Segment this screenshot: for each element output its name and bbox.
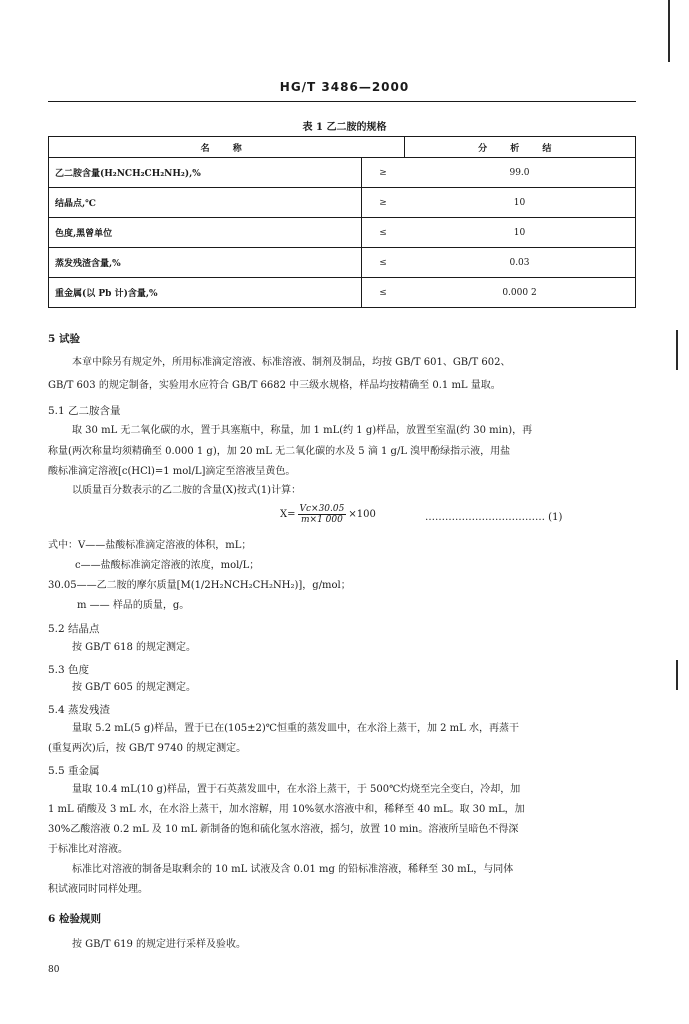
paragraph-line: GB/T 603 的规定制备，实验用水应符合 GB/T 6682 中三级水规格，样品均按精确至 0.1 mL 量取。 [48,380,501,391]
row-value: 0.000 2 [404,278,636,308]
spec-table [48,136,636,308]
paragraph-line: 30%乙酸溶液 0.2 mL 及 10 mL 新制备的饱和硫化氢水溶液，摇匀，放置 10 min。溶液所呈暗色不得深 [48,824,519,835]
row-name: 结晶点,℃ [49,188,362,218]
section-5-3-heading: 5.3 色度 [48,664,90,676]
paragraph-line: 按 GB/T 605 的规定测定。 [72,682,196,693]
table-row [49,248,636,278]
column-header-name: 名 称 [49,137,405,158]
paragraph-line: 量取 10.4 mL(10 g)样品，置于石英蒸发皿中，在水浴上蒸干，于 500℃灼烧至完全变白，冷却，加 [72,784,521,795]
row-value: 99.0 [404,158,636,188]
scan-edge-mark [676,330,678,370]
paragraph-line: 于标准比对溶液。 [48,844,128,855]
scan-edge-mark [668,0,670,62]
paragraph-line: 取 30 mL 无二氧化碳的水，置于具塞瓶中，称量，加 1 mL(约 1 g)样品，放置至室温(约 30 min)，再 [72,425,533,436]
formula-denominator: m×1 000 [301,515,343,525]
section-5-1-heading: 5.1 乙二胺含量 [48,405,121,417]
section-6-heading: 6 检验规则 [48,913,101,925]
table-row [49,278,636,308]
formula-fraction [298,504,347,525]
row-operator: ≤ [362,248,405,278]
formula-number: ……………………………… (1) [425,512,563,523]
header-rule [48,101,636,102]
table-row [49,188,636,218]
paragraph-line: 按 GB/T 619 的规定进行采样及验收。 [72,939,246,950]
table-header-row [49,137,636,158]
row-operator: ≤ [362,278,405,308]
row-operator: ≤ [362,218,405,248]
paragraph-line: 酸标准滴定溶液[c(HCl)=1 mol/L]滴定至溶液呈黄色。 [48,466,296,477]
section-5-5-heading: 5.5 重金属 [48,765,100,777]
row-value: 10 [404,218,636,248]
where-line: m —— 样品的质量，g。 [77,600,190,611]
paragraph-line: 本章中除另有规定外，所用标准滴定溶液、标准溶液、制剂及制品，均按 GB/T 601、GB/T 602、 [72,357,511,368]
row-name: 蒸发残渣含量,% [49,248,362,278]
paragraph-line: 按 GB/T 618 的规定测定。 [72,642,196,653]
scan-edge-mark [676,660,678,690]
page-number: 80 [48,965,60,975]
formula-numerator: Vc×30.05 [299,504,345,514]
formula-rhs: ×100 [348,509,376,520]
table-row [49,218,636,248]
paragraph-line: 1 mL 硝酸及 3 mL 水，在水浴上蒸干，加水溶解，用 10%氨水溶液中和，稀释至 40 mL。取 30 mL，加 [48,804,525,815]
section-5-2-heading: 5.2 结晶点 [48,623,100,635]
table-caption: 表 1 乙二胺的规格 [302,122,387,133]
column-header-value: 分 析 结 [404,137,636,158]
paragraph-line: 称量(两次称量均须精确至 0.000 1 g)，加 20 mL 无二氧化碳的水及 5 滴 1 g/L 溴甲酚绿指示液，用盐 [48,446,511,457]
paragraph-line: 量取 5.2 mL(5 g)样品，置于已在(105±2)℃恒重的蒸发皿中，在水浴上蒸干，加 2 mL 水，再蒸干 [72,723,519,734]
table-row [49,158,636,188]
formula-lhs: X= [280,509,296,520]
where-line: c——盐酸标准滴定溶液的浓度，mol/L； [75,560,260,571]
row-name: 乙二胺含量(H₂NCH₂CH₂NH₂),% [49,158,362,188]
row-value: 10 [404,188,636,218]
row-name: 色度,黑曾单位 [49,218,362,248]
paragraph-line: 标准比对溶液的制备是取剩余的 10 mL 试液及含 0.01 mg 的铅标准溶液，稀释至 30 mL，与同体 [72,864,514,875]
paragraph-line: (重复两次)后，按 GB/T 9740 的规定测定。 [48,743,247,754]
row-operator: ≥ [362,158,405,188]
formula-1 [280,504,376,525]
section-5-heading: 5 试验 [48,333,80,345]
paragraph-line: 以质量百分数表示的乙二胺的含量(X)按式(1)计算： [72,485,302,496]
row-name: 重金属(以 Pb 计)含量,% [49,278,362,308]
section-5-4-heading: 5.4 蒸发残渣 [48,704,111,716]
paragraph-line: 积试液同时同样处理。 [48,884,148,895]
row-value: 0.03 [404,248,636,278]
row-operator: ≥ [362,188,405,218]
standard-code: HG/T 3486—2000 [279,80,410,94]
where-line: 式中：V——盐酸标准滴定溶液的体积，mL； [48,540,252,551]
where-line: 30.05——乙二胺的摩尔质量[M(1/2H₂NCH₂CH₂NH₂)]，g/mol； [48,580,351,591]
